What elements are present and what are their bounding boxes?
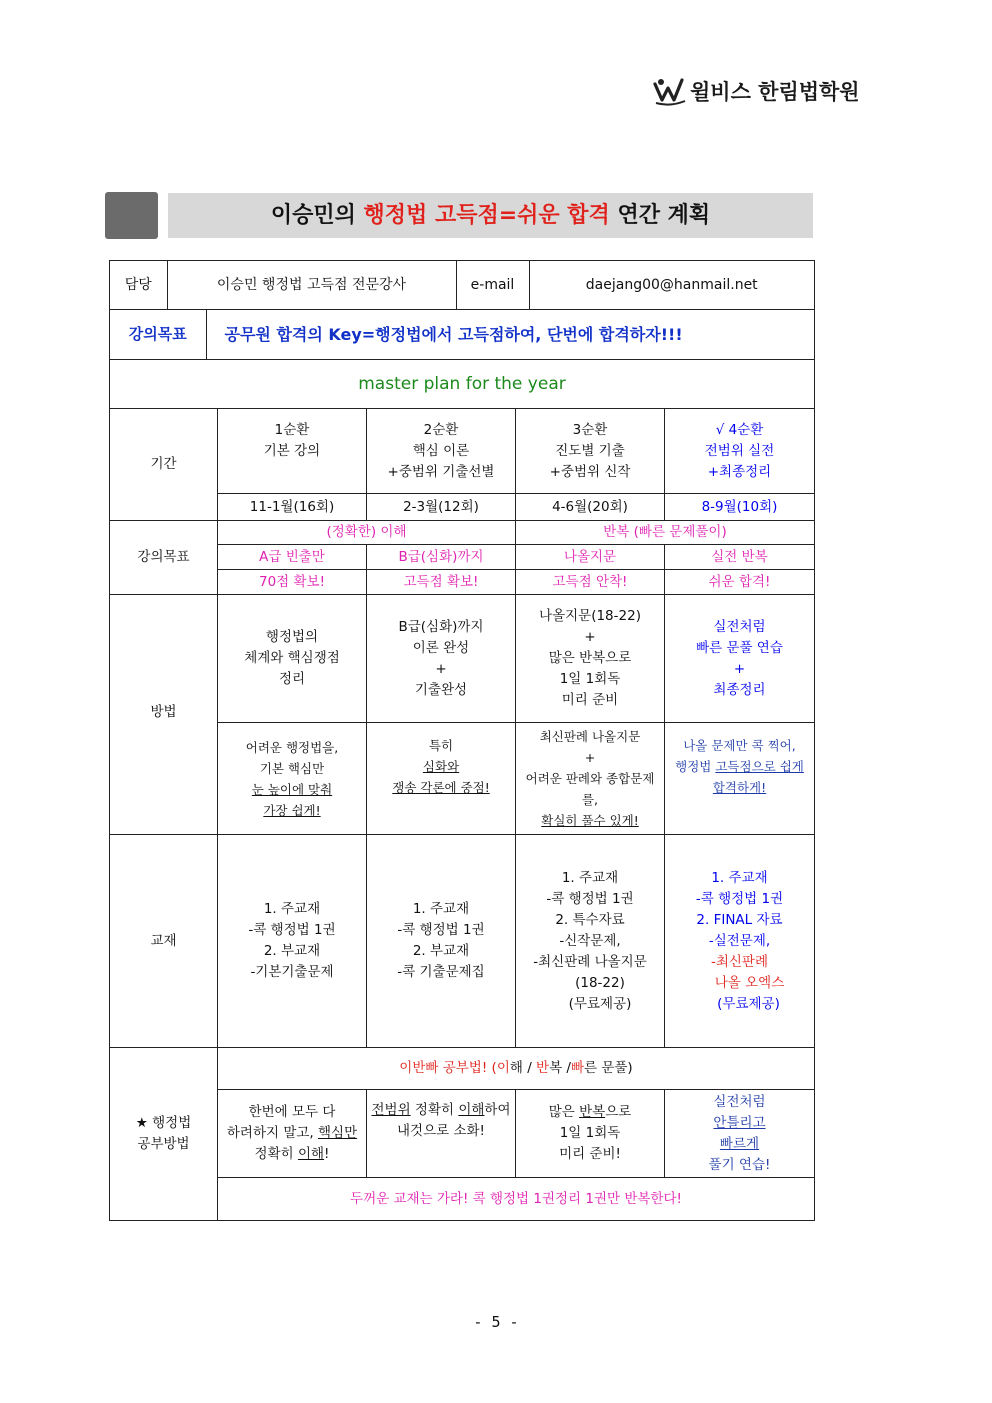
study-text: 하여 <box>484 1102 511 1118</box>
method-bottom-1 <box>218 723 367 835</box>
method-top-4-line: 최종정리 <box>713 681 766 698</box>
method-top-2-line: + <box>435 660 447 677</box>
study-header-part: 반 <box>536 1060 550 1076</box>
study-underlined: 전범위 <box>371 1102 411 1118</box>
method-bottom-4-line: 나올 문제만 콕 찍어, <box>683 738 796 753</box>
method-top-3-line: 미리 준비 <box>561 692 619 708</box>
textbook-line: (무료제공) <box>717 995 780 1012</box>
method-bottom-3 <box>516 723 665 835</box>
round-2 <box>367 409 516 494</box>
brand-logo <box>652 74 860 108</box>
study-label <box>110 1048 218 1221</box>
study-text: 정확히 <box>410 1102 459 1118</box>
textbook-line: -기본기출문제 <box>250 964 334 980</box>
objective-1-4: 실전 반복 <box>665 545 815 570</box>
textbook-row <box>110 835 815 1048</box>
study-underlined: 이해 <box>297 1146 325 1162</box>
method-top-2-line: 기출완성 <box>414 681 468 698</box>
manager-value: 이승민 행정법 고득점 전문강사 <box>167 261 456 309</box>
textbook-line: 2. 특수자료 <box>555 911 625 928</box>
study-underlined: 핵심만 <box>318 1125 358 1141</box>
objective-group-1: (정확한) 이해 <box>218 521 516 545</box>
round-2-extra: +중범위 기출선별 <box>387 463 495 480</box>
textbook-line: (무료제공) <box>568 995 632 1012</box>
study-col-2 <box>367 1090 516 1178</box>
study-line: 실전처럼 <box>713 1093 766 1110</box>
method-bottom-2-line: 쟁송 각론에 중점! <box>392 780 490 795</box>
study-line <box>220 1144 364 1165</box>
study-line <box>369 1100 513 1121</box>
study-header-part: 른 문풀) <box>584 1060 633 1076</box>
study-header-part: 공부법! ( <box>438 1060 497 1076</box>
textbook-line: -콕 행정법 1권 <box>248 922 336 938</box>
method-row-top <box>110 595 815 723</box>
method-top-1 <box>218 595 367 723</box>
study-col-3 <box>516 1090 665 1178</box>
study-line: 내것으로 소화! <box>397 1123 485 1139</box>
objective-1-1: A급 빈출만 <box>218 545 367 570</box>
method-top-1-line: 정리 <box>278 671 306 687</box>
method-top-3-line: 1일 1회독 <box>559 671 621 687</box>
round-1 <box>218 409 367 494</box>
study-line <box>518 1102 662 1123</box>
study-header-part: 빠 <box>425 1060 439 1076</box>
textbook-col-2 <box>367 835 516 1048</box>
study-text: 으로 <box>605 1104 632 1120</box>
textbook-line: -콕 기출문제집 <box>397 964 485 980</box>
study-header-part: 이 <box>496 1060 510 1076</box>
study-line: 안틀리고 <box>713 1114 766 1131</box>
study-header-part: 이 <box>399 1060 413 1076</box>
method-bottom-1-line: 기본 핵심만 <box>259 760 325 776</box>
study-underlined: 이해 <box>458 1102 485 1118</box>
method-top-4 <box>665 595 815 723</box>
method-bottom-3-line: 어려운 판례와 종합문제를, <box>525 771 655 807</box>
round-3-desc: 진도별 기출 <box>555 442 625 459</box>
study-header-part: 해 / <box>509 1060 537 1076</box>
textbook-line: 1. 주교재 <box>711 869 768 886</box>
textbook-line: 1. 주교재 <box>412 901 470 917</box>
study-col-1 <box>218 1090 367 1178</box>
textbook-line: 1. 주교재 <box>263 901 321 917</box>
study-line: 미리 준비! <box>559 1146 621 1162</box>
study-line: 풀기 연습! <box>708 1156 771 1173</box>
study-col-4 <box>665 1090 815 1178</box>
master-plan-row <box>110 360 815 409</box>
textbook-line: -콕 행정법 1권 <box>397 922 485 938</box>
study-underlined: 반복 <box>579 1104 606 1120</box>
round-3 <box>516 409 665 494</box>
textbook-line: 2. 부교재 <box>412 943 470 959</box>
study-line <box>220 1123 364 1144</box>
study-header <box>218 1048 815 1090</box>
objective-2-4: 쉬운 합격! <box>665 570 815 595</box>
period-row <box>110 409 815 494</box>
period-label: 기간 <box>110 409 218 521</box>
method-bottom-2-line: 심화와 <box>422 759 460 774</box>
objective-1-2: B급(심화)까지 <box>367 545 516 570</box>
textbook-line: -최신판례 <box>710 953 769 970</box>
method-top-4-line: 빠른 문풀 연습 <box>696 639 783 656</box>
objective-1-3: 나올지문 <box>516 545 665 570</box>
method-bottom-2-line: 특히 <box>428 738 454 753</box>
master-plan-heading: master plan for the year <box>110 360 815 409</box>
method-bottom-4 <box>665 723 815 835</box>
method-bottom-4-line <box>667 756 812 777</box>
textbook-line: 2. FINAL 자료 <box>696 911 783 928</box>
method-top-1-line: 행정법의 <box>265 629 319 645</box>
annual-plan-table <box>109 260 815 1221</box>
study-header-part: 반 <box>412 1060 426 1076</box>
page-number: - 5 - <box>473 1313 519 1331</box>
method-top-2-line: 이론 완성 <box>412 639 470 656</box>
objective-group-2: 반복 (빠른 문제풀이) <box>516 521 815 545</box>
method-top-3 <box>516 595 665 723</box>
round-2-dates: 2-3월(12회) <box>367 494 516 521</box>
objective-2-1: 70점 확보! <box>218 570 367 595</box>
study-label-line-1: ★ 행정법 <box>135 1115 192 1131</box>
study-text: 하려하지 말고, <box>226 1125 318 1141</box>
title-highlight: 행정법 고득점=쉬운 합격 <box>363 203 610 228</box>
email-value: daejang00@hanmail.net <box>585 276 758 293</box>
round-3-dates: 4-6월(20회) <box>516 494 665 521</box>
textbook-line: -신작문제, <box>559 932 621 949</box>
method-bottom-4-line: 합격하게! <box>712 780 767 795</box>
study-line: 한번에 모두 다 <box>248 1104 336 1120</box>
method-bottom-4-underlined: 고득점으로 쉽게 <box>715 759 804 774</box>
method-top-3-line: 나올지문(18-22) <box>539 608 641 624</box>
study-header-part: 복 / <box>549 1060 571 1076</box>
study-text: 많은 <box>548 1104 580 1120</box>
textbook-line: -최신판례 나올지문 <box>533 953 647 970</box>
method-bottom-3-line: 최신판례 나올지문 <box>539 729 641 744</box>
round-3-title: 3순환 <box>572 421 608 438</box>
title-part-3: 연간 계획 <box>609 203 711 228</box>
study-header-row <box>110 1048 815 1090</box>
method-bottom-4-text: 행정법 <box>675 759 716 774</box>
method-bottom-3-line: 확실히 풀수 있게! <box>541 813 639 828</box>
method-bottom-1-line: 눈 높이에 맞춰 <box>251 781 333 797</box>
method-label: 방법 <box>110 595 218 835</box>
goal-label: 강의목표 <box>110 310 206 359</box>
textbook-col-3 <box>516 835 665 1048</box>
logo-mark-icon <box>652 76 688 106</box>
info-row <box>110 261 815 310</box>
round-2-desc: 핵심 이론 <box>412 442 470 459</box>
textbook-line: (18-22) <box>575 974 625 991</box>
round-1-desc: 기본 강의 <box>263 442 321 459</box>
objective-group-row <box>110 521 815 545</box>
textbook-col-4 <box>665 835 815 1048</box>
method-bottom-1-line: 어려운 행정법을, <box>245 739 339 755</box>
method-bottom-3-line: + <box>584 750 596 765</box>
goal-row <box>110 310 815 360</box>
method-top-2-line: B급(심화)까지 <box>398 618 484 635</box>
method-top-4-line: 실전처럼 <box>713 618 766 635</box>
method-top-3-line: 많은 반복으로 <box>548 650 632 666</box>
method-top-1-line: 체계와 핵심쟁점 <box>244 650 340 666</box>
textbook-line: 1. 주교재 <box>561 869 619 886</box>
round-1-title: 1순환 <box>274 421 310 438</box>
logo-text: 윌비스 한림법학원 <box>690 80 860 104</box>
study-text: 정확히 <box>254 1146 298 1162</box>
textbook-label: 교재 <box>110 835 218 1048</box>
textbook-line: 2. 부교재 <box>263 943 321 959</box>
study-footer: 두꺼운 교재는 가라! 콕 행정법 1권정리 1권만 반복한다! <box>218 1178 815 1221</box>
title-part-1: 이승민의 <box>270 203 364 228</box>
page-title <box>168 193 813 238</box>
study-label-line-2: 공부방법 <box>137 1136 190 1152</box>
round-3-extra: +중범위 신작 <box>549 463 631 480</box>
round-4-dates: 8-9월(10회) <box>665 494 815 521</box>
study-text: ! <box>324 1146 330 1162</box>
textbook-line: -실전문제, <box>708 932 771 949</box>
manager-label: 담당 <box>110 261 167 309</box>
round-4 <box>665 409 815 494</box>
objective-label: 강의목표 <box>110 521 218 595</box>
textbook-line: -콕 행정법 1권 <box>695 890 784 907</box>
textbook-line: -콕 행정법 1권 <box>546 890 634 907</box>
title-marker <box>105 192 158 239</box>
textbook-line: 나올 오엑스 <box>714 974 785 991</box>
textbook-col-1 <box>218 835 367 1048</box>
round-4-title: √ 4순환 <box>715 421 764 438</box>
method-bottom-2 <box>367 723 516 835</box>
method-top-4-line: + <box>733 660 746 677</box>
study-header-part: 빠 <box>570 1060 585 1076</box>
method-top-3-line: + <box>584 629 596 645</box>
method-bottom-1-line: 가장 쉽게! <box>263 802 321 818</box>
study-line: 빠르게 <box>719 1135 760 1152</box>
email-label: e-mail <box>456 261 529 309</box>
round-2-title: 2순환 <box>423 421 459 438</box>
goal-text: 공무원 합격의 Key=행정법에서 고득점하여, 단번에 합격하자!!! <box>224 325 683 344</box>
method-top-2 <box>367 595 516 723</box>
objective-2-3: 고득점 안착! <box>516 570 665 595</box>
study-line: 1일 1회독 <box>559 1125 621 1141</box>
round-4-desc: 전범위 실전 <box>704 442 775 459</box>
round-1-dates: 11-1월(16회) <box>218 494 367 521</box>
objective-2-2: 고득점 확보! <box>367 570 516 595</box>
round-4-extra: +최종정리 <box>707 463 772 480</box>
